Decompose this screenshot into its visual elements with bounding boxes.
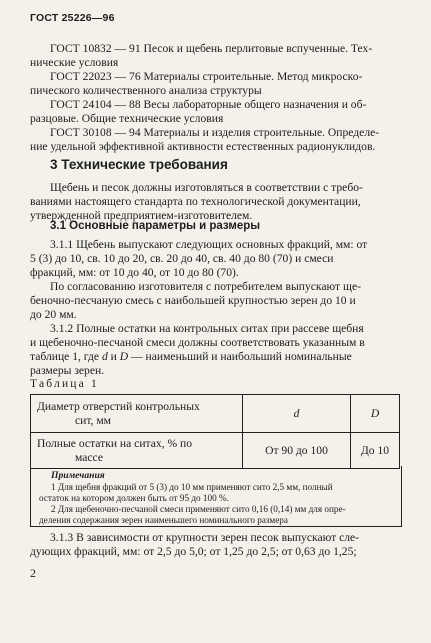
table-1 bbox=[30, 394, 400, 469]
table-notes bbox=[30, 466, 402, 527]
section-3-heading: 3 Технические требования bbox=[50, 157, 228, 172]
paragraph-agreement: По согласованию изготовителя с потребителем выпускают ще- bbox=[50, 280, 361, 293]
table-row bbox=[31, 433, 400, 469]
table-header-cell bbox=[31, 395, 243, 433]
ref-line: ГОСТ 24104 — 88 Весы лабораторные общего назначения и об- bbox=[50, 98, 367, 111]
table-header-d: d bbox=[243, 395, 351, 433]
table-cell: До 10 bbox=[351, 433, 400, 469]
text-fragment: таблице 1, где bbox=[30, 350, 100, 363]
section-3-paragraph: утвержденной предприятием-изготовителем. bbox=[30, 209, 253, 222]
paragraph-3-1-1: 3.1.1 Щебень выпускают следующих основных фракций, мм: от bbox=[50, 238, 368, 251]
table-cell-text: массе bbox=[75, 450, 103, 464]
paragraph-agreement: до 20 мм. bbox=[30, 308, 77, 321]
ref-line: ние удельной эффективной активности естественных радионуклидов. bbox=[30, 140, 376, 153]
section-3-paragraph: ваниями настоящего стандарта по технологической документации, bbox=[30, 195, 361, 208]
paragraph-3-1-2: 3.1.2 Полные остатки на контрольных ситах при рассеве щебня bbox=[50, 322, 364, 335]
ref-line: ГОСТ 22023 — 76 Материалы строительные. Метод микроско- bbox=[50, 70, 363, 83]
page-number: 2 bbox=[30, 566, 36, 580]
ref-line: ГОСТ 30108 — 94 Материалы и изделия строительные. Определе- bbox=[50, 126, 380, 139]
note-2: деления содержания зерен наименьшего номинального размера bbox=[39, 515, 288, 525]
table-cell bbox=[31, 433, 243, 469]
paragraph-3-1-1: фракций, мм: от 10 до 40, от 10 до 80 (70). bbox=[30, 266, 239, 279]
math-symbol: d bbox=[101, 350, 108, 363]
running-header: ГОСТ 25226—96 bbox=[30, 12, 115, 24]
notes-title: Примечания bbox=[51, 470, 105, 481]
text-fragment: и bbox=[110, 350, 117, 363]
table-header-row bbox=[31, 395, 400, 433]
ref-line: пического количественного анализа структуры bbox=[30, 84, 262, 97]
table-header-text: Диаметр отверстий контрольных bbox=[37, 399, 200, 413]
paragraph-3-1-1: 5 (3) до 10, св. 10 до 20, св. 20 до 40, св. 40 до 80 (70) и смеси bbox=[30, 252, 334, 265]
table-header-D: D bbox=[351, 395, 400, 433]
section-3-paragraph: Щебень и песок должны изготовляться в соответствии с требо- bbox=[50, 181, 363, 194]
text-fragment: — наименьший и наибольший номинальные bbox=[131, 350, 352, 363]
math-symbol: D bbox=[119, 350, 129, 363]
table-header-text: сит, мм bbox=[75, 413, 112, 427]
table-cell: От 90 до 100 bbox=[243, 433, 351, 469]
paragraph-3-1-2: и щебеночно-песчаной смеси должны соответствовать указанным в bbox=[30, 336, 365, 349]
paragraph-3-1-2: размеры зерен. bbox=[30, 364, 105, 377]
table-cell-text: Полные остатки на ситах, % по bbox=[37, 436, 193, 450]
note-1: остаток на котором должен быть от 95 до 100 %. bbox=[39, 493, 229, 503]
paragraph-agreement: беночно-песчаную смесь с наибольшей крупностью зерен до 10 и bbox=[30, 294, 356, 307]
note-1: 1 Для щебня фракций от 5 (3) до 10 мм применяют сито 2,5 мм, полный bbox=[51, 482, 333, 492]
ref-line: разцовые. Общие технические условия bbox=[30, 112, 224, 125]
paragraph-3-1-3: дующих фракций, мм: от 2,5 до 5,0; от 1,25 до 2,5; от 0,63 до 1,25; bbox=[30, 545, 357, 558]
note-2: 2 Для щебеночно-песчаной смеси применяют сито 0,16 (0,14) мм для опре- bbox=[51, 504, 346, 514]
paragraph-3-1-3: 3.1.3 В зависимости от крупности зерен песок выпускают сле- bbox=[50, 531, 360, 544]
paragraph-3-1-2 bbox=[30, 350, 352, 364]
ref-line: ГОСТ 10832 — 91 Песок и щебень перлитовые вспученные. Тех- bbox=[50, 42, 373, 55]
ref-line: нические условия bbox=[30, 56, 119, 69]
section-3-1-heading: 3.1 Основные параметры и размеры bbox=[50, 220, 261, 232]
table-caption: Таблица 1 bbox=[30, 378, 99, 390]
